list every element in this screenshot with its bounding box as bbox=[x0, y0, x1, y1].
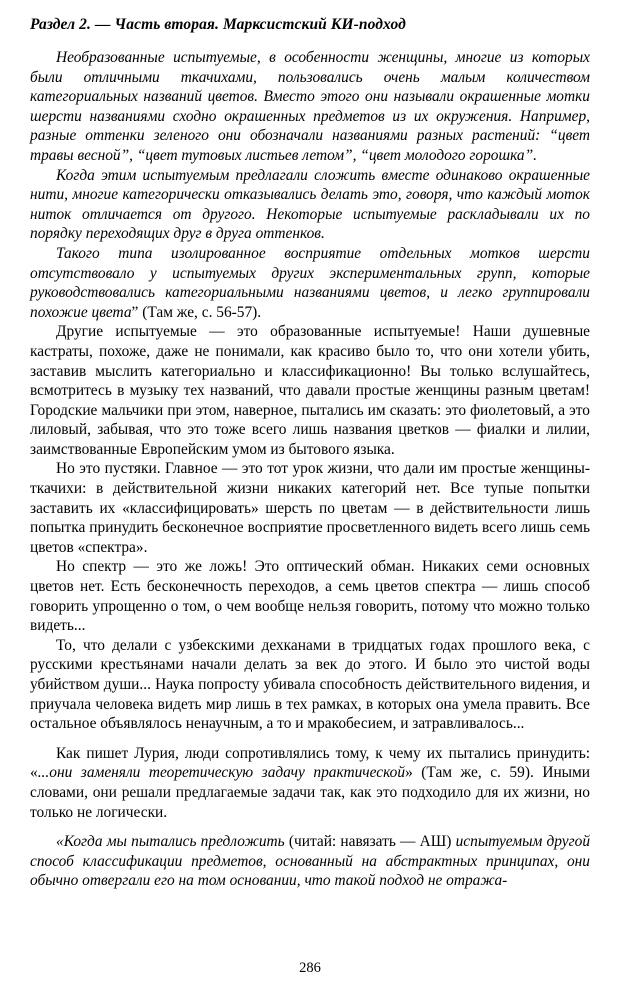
paragraph-9-seg-2: (читай: навязать — АШ) bbox=[284, 833, 456, 851]
paragraph-9 bbox=[30, 832, 590, 891]
paragraph-3-italic: Такого типа изолированное восприятие отдельных мотков шерсти отсутствовало у испытуемых других экспериментальных групп, которые руководствовались категориальными названиями цветов, и легко группировали похожие цвета bbox=[30, 244, 590, 321]
paragraph-3 bbox=[30, 244, 590, 322]
paragraph-spacer-2 bbox=[30, 822, 590, 832]
paragraph-3-roman: ” (Там же, с. 56-57). bbox=[131, 303, 262, 321]
paragraph-4: Другие испытуемые — это образованные испытуемые! Наши душевные кастраты, похоже, даже не понимали, как красиво было то, что они хотели убить, заставив мыслить категориально и классификационно! Вы только вслушайтесь, всмотритесь в музыку тех названий, что давали простые женщины разным цветам! Городские мальчики при этом, наверное, пытались им сказать: это фиолетовый, а это лиловый, забывая, что это тоже всего лишь названия цветков — фиалки и лилии, заимствованные Европейским умом из бытового языка. bbox=[30, 323, 590, 458]
page-number: 286 bbox=[299, 960, 321, 976]
paragraph-9-seg-1: «Когда мы пытались предложить bbox=[56, 833, 285, 851]
page-header: Раздел 2. — Часть вторая. Марксистский КИ-подход bbox=[30, 16, 406, 33]
paragraph-spacer bbox=[30, 734, 590, 744]
paragraph-8 bbox=[30, 744, 590, 822]
paragraph-8-seg-1: Как пишет Лурия, люди сопротивлялись тому, к чему их пытались принудить: « bbox=[30, 744, 590, 782]
paragraph-6: Но спектр — это же ложь! Это оптический обман. Никаких семи основных цветов нет. Есть бесконечность переходов, а семь цветов спектра — лишь способ говорить упрощенно о том, о чем вообще нельзя говорить, потому что можно только видеть... bbox=[30, 558, 590, 635]
paragraph-7: То, что делали с узбекскими дехканами в тридцатых годах прошлого века, с русскими крестьянами начали делать за век до этого. И было это чистой воды убийством души... Наука попросту убивала способность действительного видения, и приучала человека видеть мир лишь в тех рамках, в которых она умела править. Все остальное объявлялось ненаучным, а то и мракобесием, и затравливалось... bbox=[30, 636, 590, 733]
paragraph-1: Необразованные испытуемые, в особенности женщины, многие из которых были отличными ткачихами, пользовались очень малым количеством категориальных названий цветов. Вместо этого они называли окрашенные мотки шерсти названиями сходно окрашенных предметов из их окружения. Например, разные оттенки зеленого они обозначали названиями разных растений: “цвет травы весной”, “цвет тутовых листьев летом”, “цвет молодого горошка”. bbox=[30, 49, 590, 164]
paragraph-5: Но это пустяки. Главное — это тот урок жизни, что дали им простые женщины-ткачихи: в действительной жизни никаких категорий нет. Все тупые попытки заставить их «классифицировать» шерсть по цветам — в действительности лишь попытка принудить бесконечное восприятие просветленного видеть всего лишь семь цветов «спектра». bbox=[30, 460, 590, 556]
paragraph-9-seg-3: испытуемым другой способ классификации предметов, основанный на абстрактных принципах, они обычно отвергали его на том основании, что такой подход не отража- bbox=[30, 833, 591, 890]
paragraph-8-seg-2: ...они заменяли теоретическую задачу практической bbox=[37, 764, 406, 782]
paragraph-8-seg-3: » (Там же, с. 59). Иными словами, они решали предлагаемые задачи так, как это подходило для их жизни, но только не логически. bbox=[30, 764, 590, 821]
paragraph-2: Когда этим испытуемым предлагали сложить вместе одинаково окрашенные нити, многие категорически отказывались делать это, говоря, что каждый моток ниток отличается от другого. Некоторые испытуемые раскладывали их по порядку переходящих друг в друга оттенков. bbox=[30, 166, 590, 243]
